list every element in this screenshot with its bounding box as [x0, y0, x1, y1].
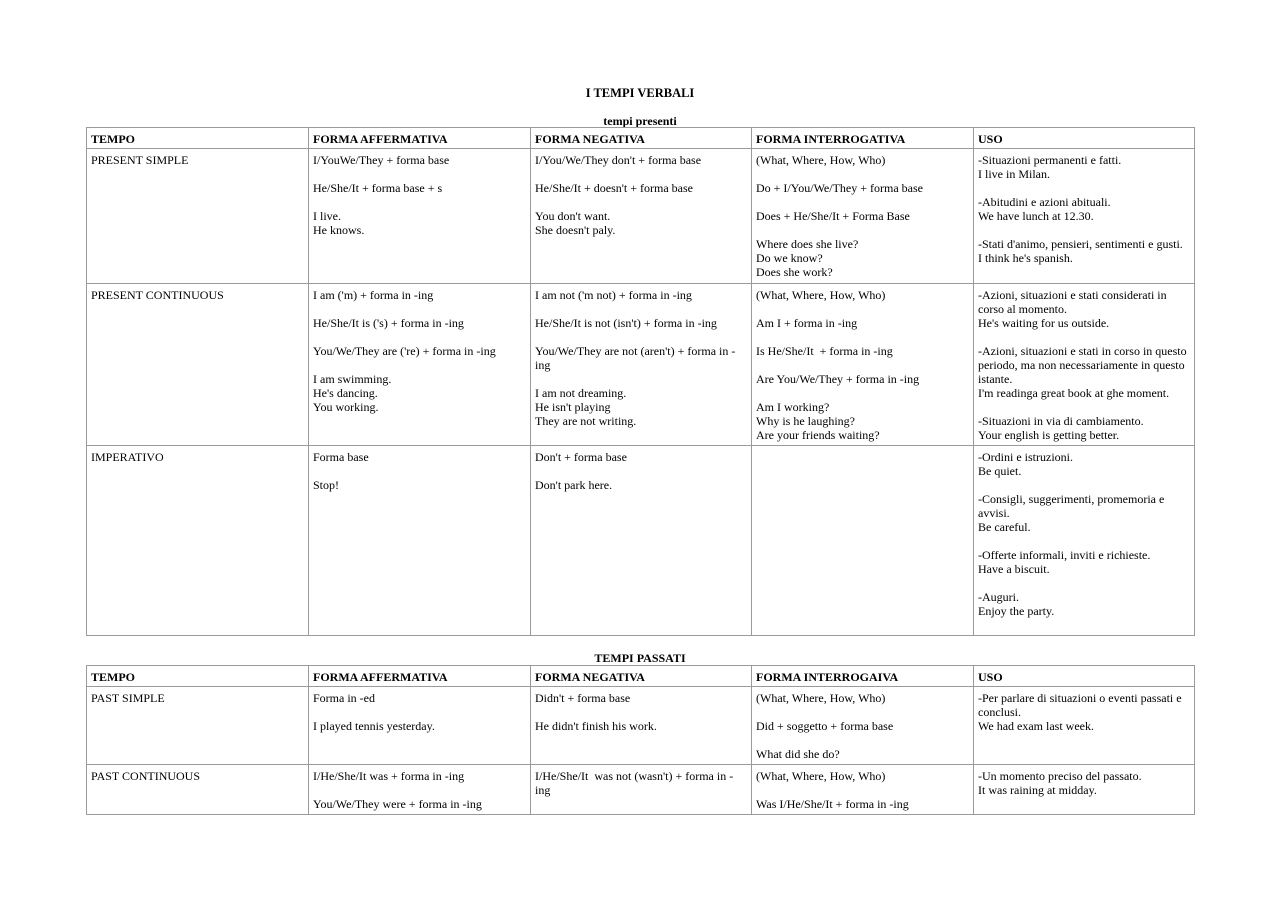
cell-text-line: I am not dreaming. [535, 386, 627, 400]
cell-text-line: Didn't + forma base [535, 691, 631, 705]
cell-text-line: I am swimming. [313, 372, 392, 386]
negativa-cell [531, 687, 752, 765]
uso-cell [974, 284, 1195, 446]
cell-text-line: I played tennis yesterday. [313, 719, 435, 733]
cell-text-line: -Situazioni permanenti e fatti. [978, 153, 1122, 167]
cell-text-line: Does she work? [756, 265, 833, 279]
cell-text-line: I/He/She/It was not (wasn't) + forma in -ing [535, 769, 734, 797]
cell-text-line: (What, Where, How, Who) [756, 288, 886, 302]
cell-text-line [313, 167, 526, 181]
header-tempo: TEMPO [87, 128, 309, 149]
cell-text-line: I live. [313, 209, 341, 223]
cell-text-line [978, 478, 1190, 492]
cell-text-line [535, 372, 747, 386]
cell-text-line: He knows. [313, 223, 365, 237]
header-forma-interrogativa: FORMA INTERROGATIVA [752, 128, 974, 149]
cell-text-line: Are your friends waiting? [756, 428, 880, 442]
cell-text-line [313, 302, 526, 316]
cell-text-line: I/He/She/It was + forma in -ing [313, 769, 465, 783]
interrogativa-cell [752, 284, 974, 446]
uso-cell [974, 765, 1195, 815]
cell-text-line [978, 223, 1190, 237]
cell-text-line: Did + soggetto + forma base [756, 719, 894, 733]
cell-text-line: (What, Where, How, Who) [756, 691, 886, 705]
cell-text-line [756, 358, 969, 372]
header-forma-negativa: FORMA NEGATIVA [531, 666, 752, 687]
header-tempo: TEMPO [87, 666, 309, 687]
cell-text-line: Where does she live? [756, 237, 859, 251]
cell-text-line [535, 195, 747, 209]
cell-text-line: He didn't finish his work. [535, 719, 657, 733]
cell-text-line: He/She/It is ('s) + forma in -ing [313, 316, 464, 330]
interrogativa-cell [752, 446, 974, 636]
cell-text-line [535, 464, 747, 478]
cell-text-line: I'm readinga great book at ghe moment. [978, 386, 1170, 400]
cell-text-line [978, 330, 1190, 344]
cell-text-line [756, 223, 969, 237]
cell-text-line: What did she do? [756, 747, 840, 761]
cell-text-line: Is He/She/It + forma in -ing [756, 344, 893, 358]
cell-text-line: It was raining at midday. [978, 783, 1097, 797]
tempo-cell: PRESENT CONTINUOUS [87, 284, 309, 446]
header-row [87, 666, 1195, 687]
cell-text-line: Do + I/You/We/They + forma base [756, 181, 923, 195]
cell-text-line [756, 705, 969, 719]
cell-text-line: -Auguri. [978, 590, 1019, 604]
uso-cell [974, 149, 1195, 284]
cell-text-line: You don't want. [535, 209, 611, 223]
cell-text-line: Have a biscuit. [978, 562, 1050, 576]
cell-text-line [978, 534, 1190, 548]
tempo-cell: IMPERATIVO [87, 446, 309, 636]
cell-text-line [756, 783, 969, 797]
cell-text-line: Forma in -ed [313, 691, 375, 705]
negativa-cell [531, 284, 752, 446]
cell-text-line [756, 167, 969, 181]
cell-text-line: -Azioni, situazioni e stati considerati in corso al momento. [978, 288, 1170, 316]
cell-text-line: Are You/We/They + forma in -ing [756, 372, 920, 386]
cell-text-line [756, 733, 969, 747]
cell-text-line: He/She/It is not (isn't) + forma in -ing [535, 316, 717, 330]
cell-text-line: Don't park here. [535, 478, 613, 492]
cell-text-line: He isn't playing [535, 400, 611, 414]
tempo-cell: PAST SIMPLE [87, 687, 309, 765]
header-uso: USO [974, 128, 1195, 149]
affermativa-cell [309, 687, 531, 765]
tempo-cell: PRESENT SIMPLE [87, 149, 309, 284]
cell-text-line: You/We/They are not (aren't) + forma in -ing [535, 344, 736, 372]
cell-text-line: -Un momento preciso del passato. [978, 769, 1142, 783]
affermativa-cell [309, 765, 531, 815]
cell-text-line [535, 302, 747, 316]
cell-text-line: I/YouWe/They + forma base [313, 153, 450, 167]
interrogativa-cell [752, 687, 974, 765]
cell-text-line [313, 705, 526, 719]
cell-text-line: -Situazioni in via di cambiamento. [978, 414, 1144, 428]
cell-text-line: Why is he laughing? [756, 414, 855, 428]
cell-text-line: -Azioni, situazioni e stati in corso in questo periodo, ma non necessariamente in questo istante. [978, 344, 1190, 386]
negativa-cell [531, 446, 752, 636]
header-row [87, 128, 1195, 149]
cell-text-line [535, 330, 747, 344]
affermativa-cell [309, 284, 531, 446]
cell-text-line: Am I + forma in -ing [756, 316, 858, 330]
present-section-heading: tempi presenti [603, 114, 677, 128]
cell-text-line: I live in Milan. [978, 167, 1050, 181]
cell-text-line: We have lunch at 12.30. [978, 209, 1094, 223]
cell-text-line: I think he's spanish. [978, 251, 1073, 265]
row-past-continuous [87, 765, 1195, 815]
cell-text-line: -Ordini e istruzioni. [978, 450, 1073, 464]
cell-text-line: He/She/It + forma base + s [313, 181, 443, 195]
cell-text-line [978, 400, 1190, 414]
header-forma-negativa: FORMA NEGATIVA [531, 128, 752, 149]
row-imperativo [87, 446, 1195, 636]
cell-text-line: Forma base [313, 450, 369, 464]
cell-text-line [313, 195, 526, 209]
cell-text-line [313, 464, 526, 478]
cell-text-line: We had exam last week. [978, 719, 1094, 733]
cell-text-line: Does + He/She/It + Forma Base [756, 209, 910, 223]
cell-text-line: He's waiting for us outside. [978, 316, 1110, 330]
header-forma-affermativa: FORMA AFFERMATIVA [309, 666, 531, 687]
cell-text-line: I am ('m) + forma in -ing [313, 288, 434, 302]
cell-text-line: -Abitudini e azioni abituali. [978, 195, 1111, 209]
cell-text-line: Am I working? [756, 400, 830, 414]
cell-text-line: You/We/They were + forma in -ing [313, 797, 482, 811]
cell-text-line [313, 330, 526, 344]
affermativa-cell [309, 446, 531, 636]
cell-text-line: She doesn't paly. [535, 223, 616, 237]
past-tenses-table [86, 665, 1195, 815]
row-present-continuous [87, 284, 1195, 446]
header-forma-affermativa: FORMA AFFERMATIVA [309, 128, 531, 149]
row-past-simple [87, 687, 1195, 765]
cell-text-line: (What, Where, How, Who) [756, 153, 886, 167]
cell-text-line [756, 195, 969, 209]
cell-text-line: -Offerte informali, inviti e richieste. [978, 548, 1151, 562]
document-title: I TEMPI VERBALI [585, 86, 695, 100]
cell-text-line: He's dancing. [313, 386, 378, 400]
cell-text-line: You/We/They are ('re) + forma in -ing [313, 344, 496, 358]
cell-text-line: Stop! [313, 478, 340, 492]
cell-text-line [756, 302, 969, 316]
cell-text-line: I/You/We/They don't + forma base [535, 153, 702, 167]
negativa-cell [531, 149, 752, 284]
cell-text-line: -Per parlare di situazioni o eventi passati e conclusi. [978, 691, 1185, 719]
cell-text-line: Be careful. [978, 520, 1031, 534]
negativa-cell [531, 765, 752, 815]
cell-text-line: You working. [313, 400, 379, 414]
uso-cell [974, 687, 1195, 765]
cell-text-line: I am not ('m not) + forma in -ing [535, 288, 692, 302]
header-forma-interrogativa: FORMA INTERROGAIVA [752, 666, 974, 687]
cell-text-line [756, 330, 969, 344]
cell-text-line [535, 167, 747, 181]
cell-text-line: Your english is getting better. [978, 428, 1120, 442]
cell-text-line [313, 783, 526, 797]
affermativa-cell [309, 149, 531, 284]
cell-text-line: (What, Where, How, Who) [756, 769, 886, 783]
row-present-simple [87, 149, 1195, 284]
cell-text-line: Enjoy the party. [978, 604, 1055, 618]
interrogativa-cell [752, 149, 974, 284]
uso-cell [974, 446, 1195, 636]
cell-text-line: Was I/He/She/It + forma in -ing [756, 797, 909, 811]
cell-text-line: -Stati d'animo, pensieri, sentimenti e gusti. [978, 237, 1183, 251]
cell-text-line: He/She/It + doesn't + forma base [535, 181, 693, 195]
past-section-heading: TEMPI PASSATI [594, 651, 686, 665]
header-uso: USO [974, 666, 1195, 687]
cell-text-line [756, 386, 969, 400]
cell-text-line: -Consigli, suggerimenti, promemoria e avvisi. [978, 492, 1168, 520]
tempo-cell: PAST CONTINUOUS [87, 765, 309, 815]
cell-text-line: They are not writing. [535, 414, 637, 428]
cell-text-line [535, 705, 747, 719]
cell-text-line [313, 358, 526, 372]
cell-text-line: Be quiet. [978, 464, 1022, 478]
cell-text-line [978, 181, 1190, 195]
present-tenses-table [86, 127, 1195, 636]
cell-text-line: Do we know? [756, 251, 823, 265]
interrogativa-cell [752, 765, 974, 815]
cell-text-line: Don't + forma base [535, 450, 627, 464]
cell-text-line [978, 576, 1190, 590]
